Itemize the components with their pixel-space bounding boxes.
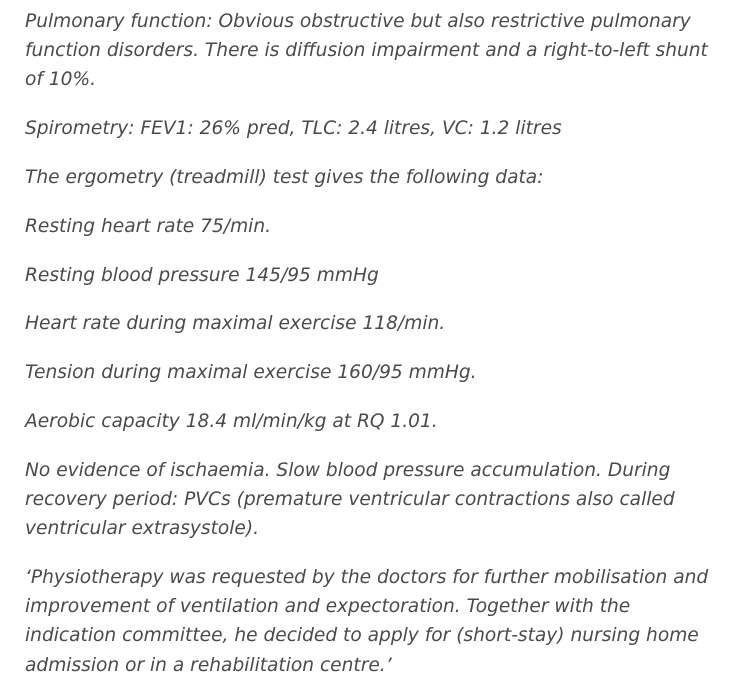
paragraph-pulmonary-function: Pulmonary function: Obvious obstructive but also restrictive pulmonary function disorders. There is diffusion impairment and a right-to-left shunt of 10%. <box>25 11 708 91</box>
paragraph-resting-heart-rate: Resting heart rate 75/min. <box>25 215 272 237</box>
paragraph-resting-blood-pressure: Resting blood pressure 145/95 mmHg <box>25 264 379 286</box>
paragraph-aerobic-capacity: Aerobic capacity 18.4 ml/min/kg at RQ 1.01. <box>25 410 438 432</box>
paragraph-max-heart-rate: Heart rate during maximal exercise 118/min. <box>25 313 446 335</box>
paragraph-spirometry: Spirometry: FEV1: 26% pred, TLC: 2.4 litres, VC: 1.2 litres <box>25 118 562 140</box>
paragraph-physiotherapy-quote: ‘Physiotherapy was requested by the doctors for further mobilisation and improvement of ventilation and expectoration. Together with the indication committee, he decided to apply for (short-stay) nursing home admission or in a rehabilitation centre.’ <box>25 566 709 676</box>
paragraph-max-tension: Tension during maximal exercise 160/95 mmHg. <box>25 362 477 384</box>
paragraph-ergometry-intro: The ergometry (treadmill) test gives the following data: <box>25 167 544 188</box>
paragraph-ischaemia-findings: No evidence of ischaemia. Slow blood pressure accumulation. During recovery period: PVCs (premature ventricular contractions also called ventricular extrasystole). <box>25 459 675 540</box>
